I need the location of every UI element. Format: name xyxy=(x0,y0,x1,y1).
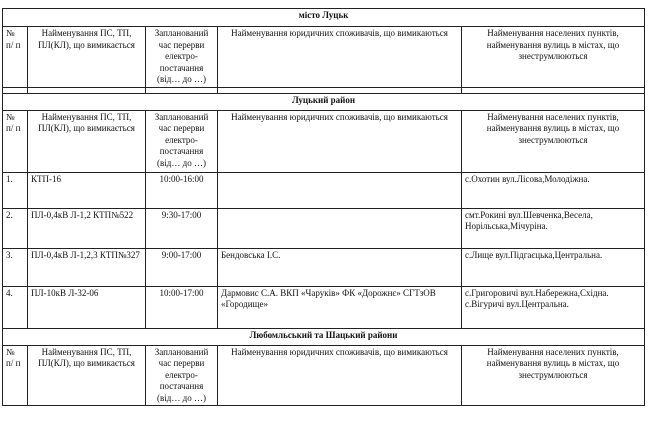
row-num: 4. xyxy=(3,286,28,328)
section-row xyxy=(3,328,645,345)
header-locations: Найменування населених пунктів, найменування вулиць в містах, що знеструмлюються xyxy=(462,110,645,172)
row-consumers: Дармовис С.А. ВКП «Чаруків» ФК «Дорожнє» СГТзОВ «Городище» xyxy=(218,286,462,328)
header-object: Найменування ПС, ТП, ПЛ(КЛ), що вимикається xyxy=(28,110,146,172)
row-consumers: Бендовська І.С. xyxy=(218,248,462,286)
header-consumers: Найменування юридичних споживачів, що вимикаються xyxy=(218,110,462,172)
header-time: Запланований час перерви електро-постачання (від… до …) xyxy=(146,27,218,88)
row-time: 9:00-17:00 xyxy=(146,248,218,286)
header-time: Запланований час перерви електро-постачання (від… до …) xyxy=(146,345,218,406)
row-object: КТП-16 xyxy=(28,172,146,208)
table-row xyxy=(3,286,645,328)
row-locations: с.Григоровичі вул.Набережна,Східна. с.Вігуричі вул.Центральна. xyxy=(462,286,645,328)
section-row xyxy=(3,9,645,27)
header-locations: Найменування населених пунктів, найменування вулиць в містах, що знеструмлюються xyxy=(462,345,645,406)
header-num: № п/ п xyxy=(3,27,28,88)
outage-schedule-table xyxy=(2,8,645,406)
row-consumers xyxy=(218,208,462,248)
header-time: Запланований час перерви електро-постачання (від… до …) xyxy=(146,110,218,172)
row-consumers xyxy=(218,172,462,208)
header-row xyxy=(3,110,645,172)
row-locations: с.Охотин вул.Лісова,Молодіжна. xyxy=(462,172,645,208)
row-locations: с.Лище вул.Підгаєцька,Центральна. xyxy=(462,248,645,286)
section-title-lyubomyl: Любомльський та Шацький райони xyxy=(3,328,645,345)
row-object: ПЛ-10кВ Л-32-06 xyxy=(28,286,146,328)
header-object: Найменування ПС, ТП, ПЛ(КЛ), що вимикається xyxy=(28,27,146,88)
header-locations: Найменування населених пунктів, найменування вулиць в містах, що знеструмлюються xyxy=(462,27,645,88)
header-num: № п/ п xyxy=(3,110,28,172)
header-num: № п/ п xyxy=(3,345,28,406)
row-num: 2. xyxy=(3,208,28,248)
row-time: 10:00-16:00 xyxy=(146,172,218,208)
row-time: 10:00-17:00 xyxy=(146,286,218,328)
header-object: Найменування ПС, ТП, ПЛ(КЛ), що вимикається xyxy=(28,345,146,406)
table-row xyxy=(3,248,645,286)
row-object: ПЛ-0,4кВ Л-1,2,3 КТП№327 xyxy=(28,248,146,286)
row-locations: смт.Рокині вул.Шевченка,Весела, Норільська,Мічуріна. xyxy=(462,208,645,248)
section-title-city: місто Луцьк xyxy=(3,9,645,27)
row-object: ПЛ-0,4кВ Л-1,2 КТП№522 xyxy=(28,208,146,248)
table-row xyxy=(3,208,645,248)
header-consumers: Найменування юридичних споживачів, що вимикаються xyxy=(218,345,462,406)
row-num: 1. xyxy=(3,172,28,208)
header-consumers: Найменування юридичних споживачів, що вимикаються xyxy=(218,27,462,88)
table-row xyxy=(3,172,645,208)
row-num: 3. xyxy=(3,248,28,286)
row-time: 9:30-17:00 xyxy=(146,208,218,248)
section-title-lutsk: Луцький район xyxy=(3,93,645,110)
header-row xyxy=(3,345,645,406)
header-row xyxy=(3,27,645,88)
section-row xyxy=(3,93,645,110)
